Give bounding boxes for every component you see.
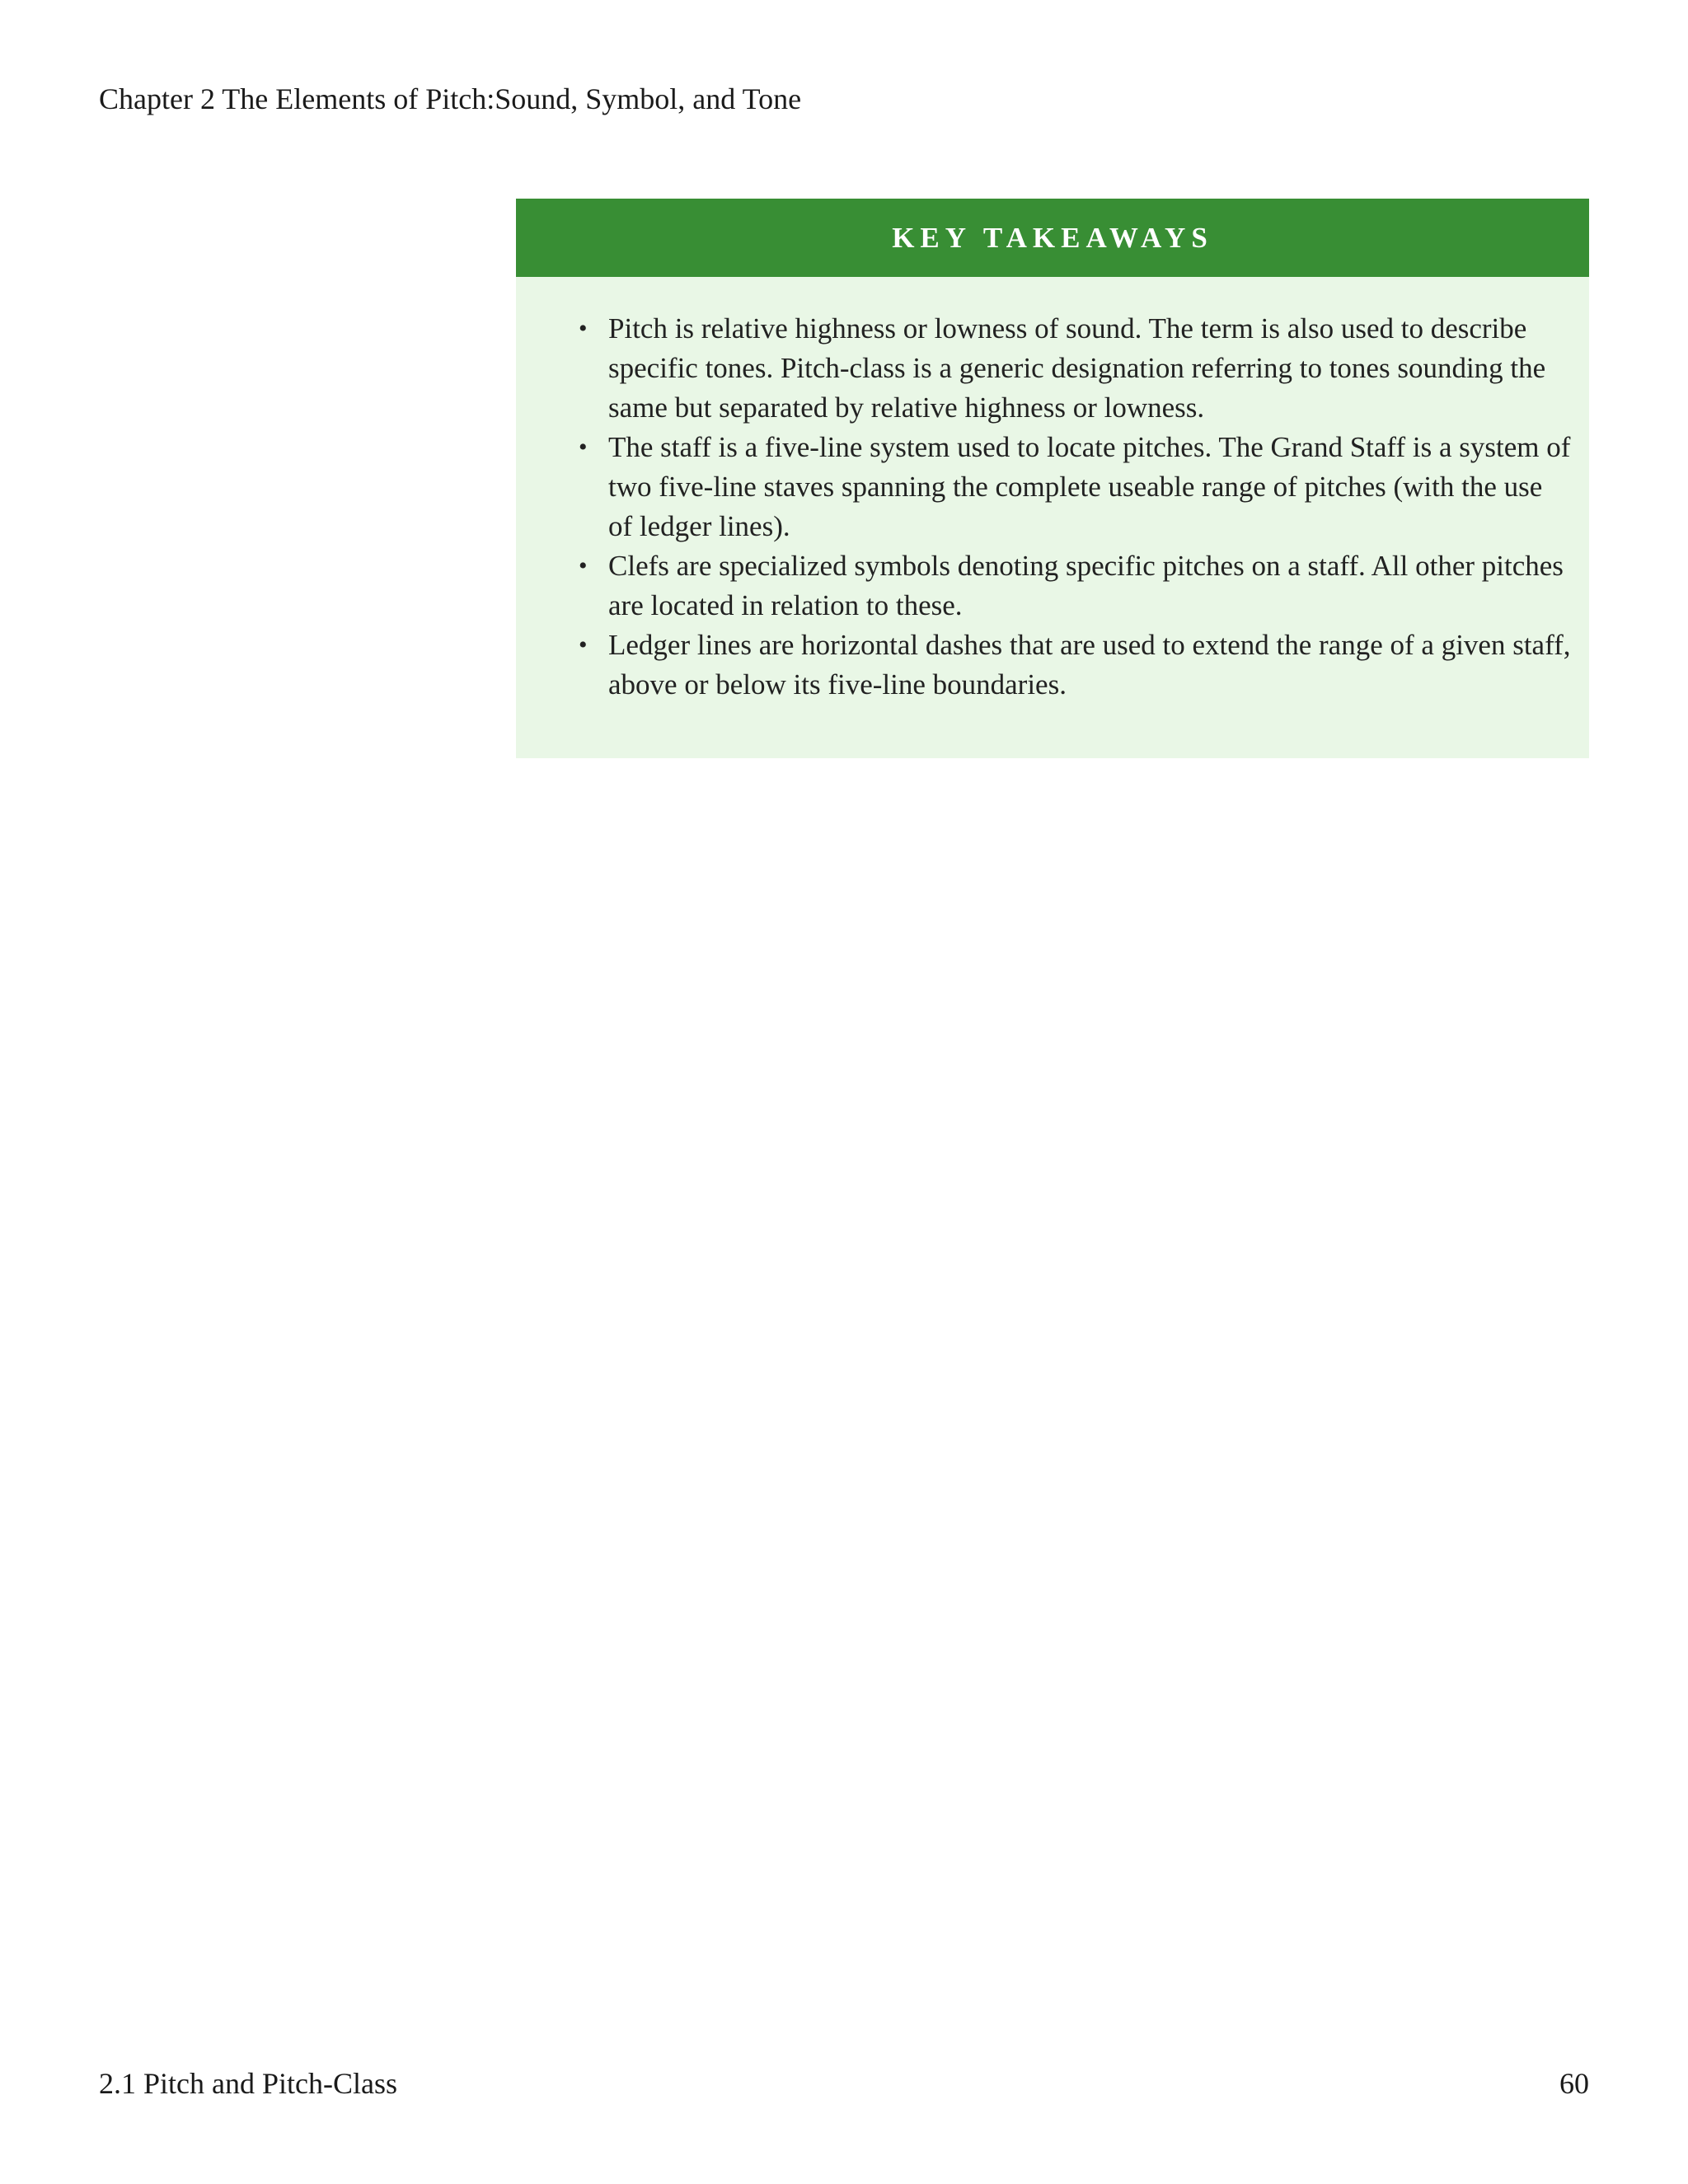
list-item-text: The staff is a five-line system used to locate pitches. The Grand Staff is a system of two five-line staves spanning the complete useable range of pitches (with the use of ledger lines). xyxy=(608,431,1571,542)
list-item xyxy=(579,626,1573,705)
page-number: 60 xyxy=(1559,2067,1589,2100)
list-item xyxy=(579,546,1573,626)
bullet-icon: • xyxy=(579,434,588,461)
list-item-text: Clefs are specialized symbols denoting specific pitches on a staff. All other pitches are located in relation to these. xyxy=(608,550,1564,621)
list-item xyxy=(579,428,1573,546)
bullet-icon: • xyxy=(579,315,588,342)
key-takeaways-box xyxy=(516,199,1589,758)
key-takeaways-title: KEY TAKEAWAYS xyxy=(516,199,1589,277)
list-item-text: Pitch is relative highness or lowness of sound. The term is also used to describe specific tones. Pitch-class is a generic designation referring to tones sounding the same but separated by relative highness or lowness. xyxy=(608,312,1546,424)
bullet-icon: • xyxy=(579,631,588,658)
list-item xyxy=(579,309,1573,428)
running-header: Chapter 2 The Elements of Pitch:Sound, Symbol, and Tone xyxy=(99,82,802,115)
footer-section-title: 2.1 Pitch and Pitch-Class xyxy=(99,2067,397,2100)
bullet-icon: • xyxy=(579,552,588,579)
list-item-text: Ledger lines are horizontal dashes that are used to extend the range of a given staff, above or below its five-line boundaries. xyxy=(608,629,1571,701)
key-takeaways-list xyxy=(579,309,1573,705)
